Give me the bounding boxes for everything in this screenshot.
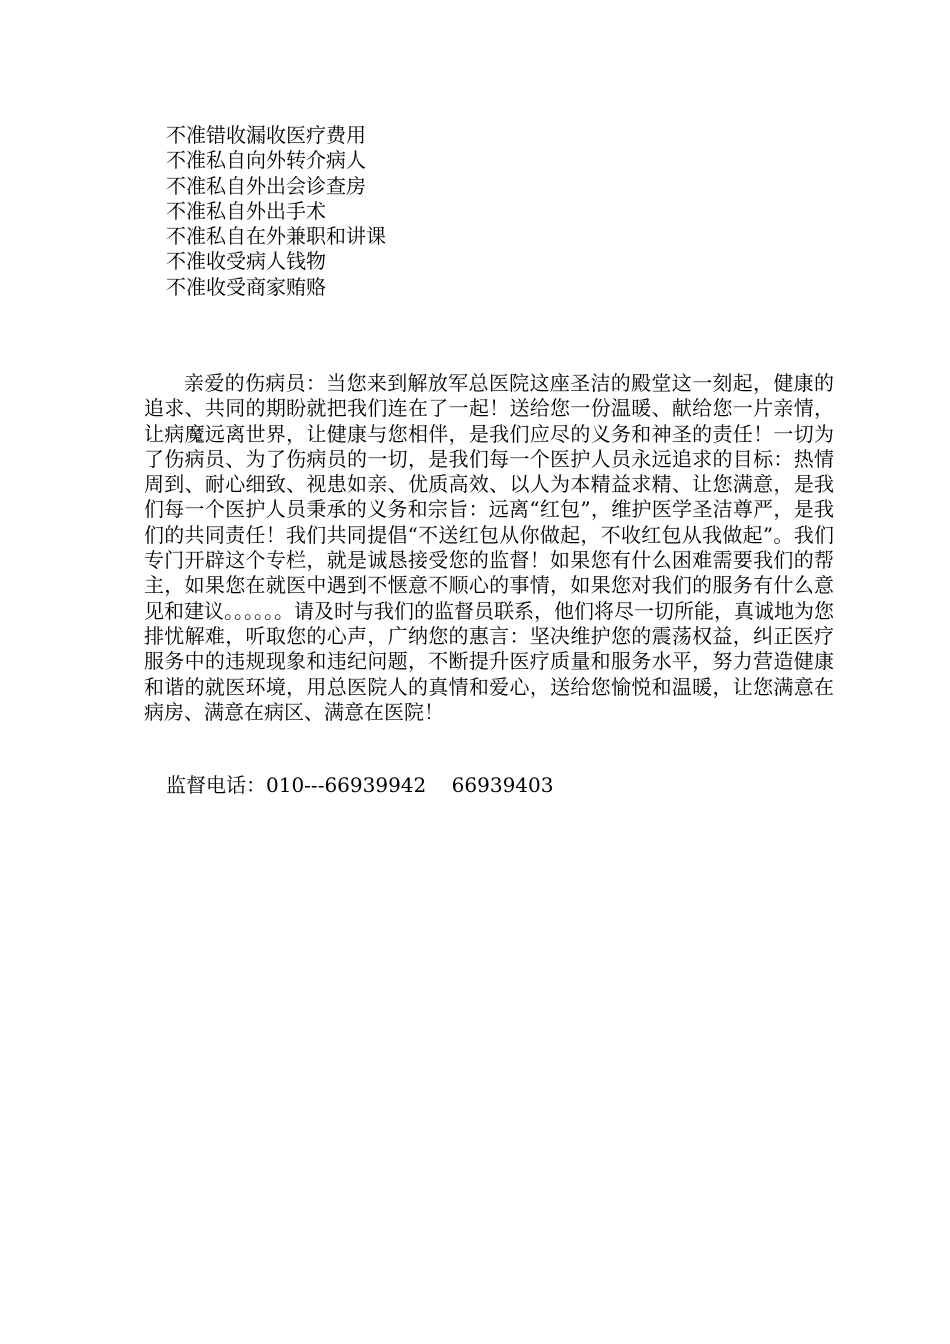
rule-item: 不准收受商家贿赂 (166, 274, 326, 299)
supervision-phone: 监督电话：010---66939942 66939403 (166, 773, 554, 797)
rule-item: 不准收受病人钱物 (166, 249, 326, 274)
rule-item: 不准错收漏收医疗费用 (166, 123, 366, 147)
letter-body: 亲爱的伤病员：当您来到解放军总医院这座圣洁的殿堂这一刻起，健康的追求、共同的期盼就把我们连在了一起！送给您一份温暖、献给您一片亲情，让病魔远离世界，让健康与您相伴，是我们应尽的义务和神圣的责任！一切为了伤病员、为了伤病员的一切，是我们每一个医护人员永远追求的目标：热情周到、耐心细致、视患如亲、优质高效、以人为本精益求精、让您满意，是我们每一个医护人员秉承的义务和宗旨：远离“红包”，维护医学圣洁尊严，是我们的共同责任！我们共同提倡“不送红包从你做起，不收红包从我做起”。我们专门开辟这个专栏，就是诚恳接受您的监督！如果您有什么困难需要我们的帮主，如果您在就医中遇到不惬意不顺心的事情，如果您对我们的服务有什么意见和建议。。。。。。请及时与我们的监督员联系，他们将尽一切所能，真诚地为您排忧解难，听取您的心声，广纳您的惠言：坚决维护您的震荡权益，纠正医疗服务中的违规现象和违纪问题，不断提升医疗质量和服务水平，努力营造健康和谐的就医环境，用总医院人的真情和爱心，送给您愉悦和温暖，让您满意在病房、满意在病区、满意在医院！ (144, 371, 834, 724)
rule-item: 不准私自外出手术 (166, 198, 326, 223)
rule-item: 不准私自向外转介病人 (166, 148, 366, 173)
rules-list (166, 123, 386, 300)
rule-item: 不准私自外出会诊查房 (166, 173, 366, 198)
rule-item: 不准私自在外兼职和讲课 (166, 224, 386, 249)
